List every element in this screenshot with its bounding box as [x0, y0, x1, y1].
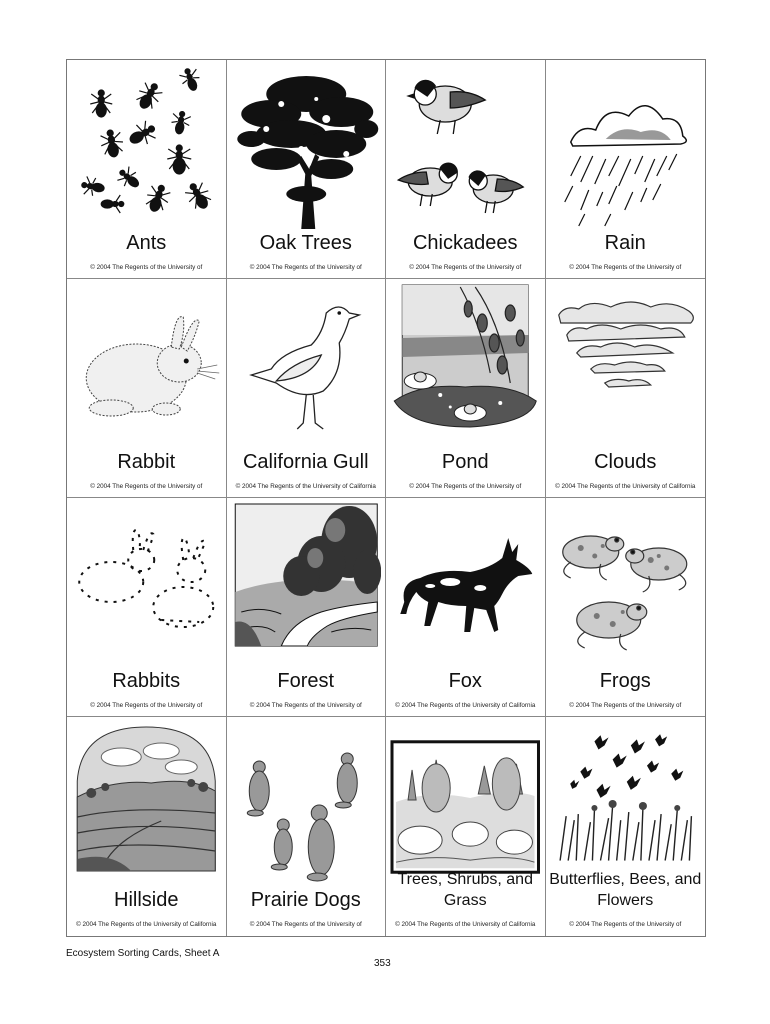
frogs-icon: [550, 502, 702, 670]
card-california-gull: [227, 279, 387, 498]
card-rabbit: [67, 279, 227, 498]
forest-icon: [231, 502, 382, 670]
card-rain: [546, 60, 706, 279]
card-title: Rabbit: [117, 451, 176, 473]
card-copyright: © 2004 The Regents of the University of: [249, 264, 362, 271]
card-ants: [67, 60, 227, 279]
card-title: Clouds: [594, 451, 657, 473]
card-copyright: © 2004 The Regents of the University of: [409, 264, 522, 271]
rabbits-icon: [71, 502, 222, 670]
card-copyright: © 2004 The Regents of the University of: [90, 483, 203, 490]
card-title: Oak Trees: [259, 232, 352, 254]
trees-shrubs-grass-icon: [390, 721, 541, 889]
card-copyright: © 2004 The Regents of the University of: [249, 702, 362, 709]
oak-tree-icon: [231, 64, 382, 232]
card-title: Rabbits: [112, 670, 181, 692]
card-copyright: © 2004 The Regents of the University of: [249, 921, 362, 928]
card-prairie-dogs: [227, 717, 387, 936]
card-copyright: © 2004 The Regents of the University of California: [395, 921, 536, 928]
card-copyright: © 2004 The Regents of the University of California: [395, 702, 536, 709]
card-sheet: [66, 59, 706, 937]
card-title: Chickadees: [412, 232, 518, 254]
rabbit-icon: [71, 283, 222, 451]
ants-icon: [71, 64, 222, 232]
card-copyright: © 2004 The Regents of the University of California: [235, 483, 376, 490]
card-frogs: [546, 498, 706, 717]
card-pond: [386, 279, 546, 498]
card-title: Prairie Dogs: [250, 889, 361, 911]
card-fox: [386, 498, 546, 717]
card-copyright: © 2004 The Regents of the University of: [569, 702, 682, 709]
page-number: 353: [374, 958, 391, 969]
card-title: Butterflies, Bees, and Flowers: [549, 871, 702, 909]
card-title: Trees, Shrubs, and Grass: [397, 871, 533, 909]
hillside-icon: [71, 721, 222, 889]
pond-icon: [390, 283, 541, 451]
card-copyright: © 2004 The Regents of the University of California: [76, 921, 217, 928]
card-copyright: © 2004 The Regents of the University of: [569, 921, 682, 928]
card-copyright: © 2004 The Regents of the University of: [90, 702, 203, 709]
prairie-dogs-icon: [231, 721, 382, 889]
clouds-icon: [550, 283, 702, 451]
card-forest: [227, 498, 387, 717]
sheet-caption: Ecosystem Sorting Cards, Sheet A: [66, 948, 220, 959]
card-title: Ants: [126, 232, 167, 254]
card-copyright: © 2004 The Regents of the University of California: [555, 483, 696, 490]
card-title: Fox: [448, 670, 482, 692]
card-oak-trees: [227, 60, 387, 279]
chickadee-icon: [390, 64, 541, 232]
card-clouds: [546, 279, 706, 498]
card-title: California Gull: [242, 451, 369, 473]
card-title: Forest: [277, 670, 335, 692]
card-title: Rain: [604, 232, 646, 254]
card-trees-shrubs-grass: [386, 717, 546, 936]
card-chickadees: [386, 60, 546, 279]
gull-icon: [231, 283, 382, 451]
card-title: Hillside: [114, 889, 179, 911]
butterflies-flowers-icon: [550, 721, 702, 889]
card-copyright: © 2004 The Regents of the University of: [409, 483, 522, 490]
card-title: Pond: [441, 451, 489, 473]
card-butterflies-bees-flowers: [546, 717, 706, 936]
card-hillside: [67, 717, 227, 936]
card-copyright: © 2004 The Regents of the University of: [90, 264, 203, 271]
card-copyright: © 2004 The Regents of the University of: [569, 264, 682, 271]
rain-cloud-icon: [550, 64, 702, 232]
card-title: Frogs: [599, 670, 651, 692]
card-rabbits: [67, 498, 227, 717]
fox-icon: [390, 502, 541, 670]
